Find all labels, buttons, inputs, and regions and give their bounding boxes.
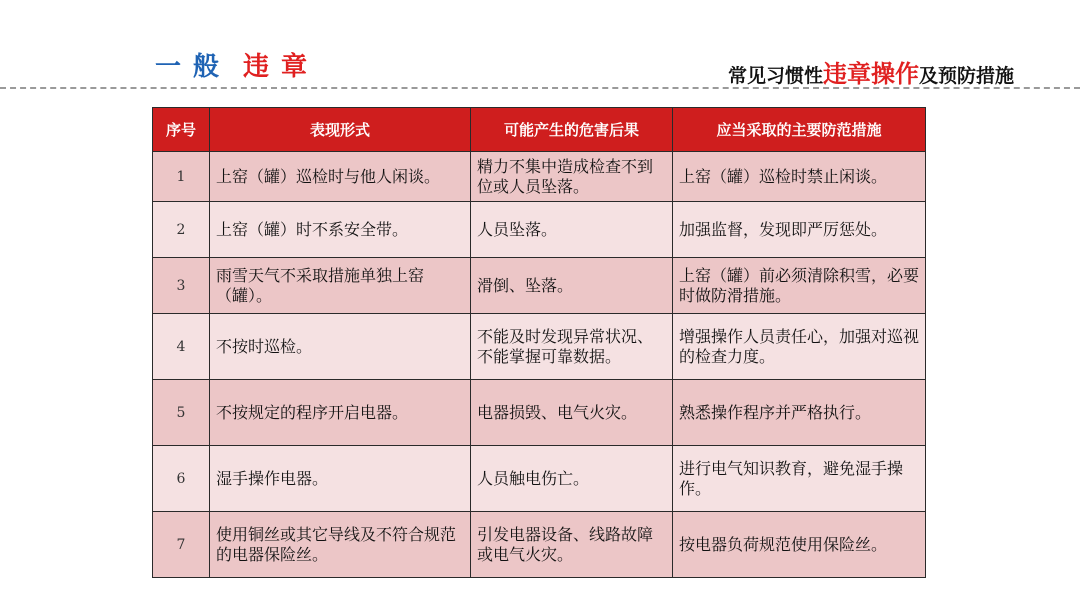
table-row	[153, 512, 926, 578]
subtitle-prefix: 常见习惯性	[727, 65, 823, 87]
table-header-row	[153, 108, 926, 152]
row-behavior: 湿手操作电器。	[210, 446, 471, 512]
row-index: 3	[153, 258, 210, 314]
row-index: 6	[153, 446, 210, 512]
header-prevention: 应当采取的主要防范措施	[673, 108, 926, 152]
header-behavior: 表现形式	[210, 108, 471, 152]
row-consequence: 不能及时发现异常状况、不能掌握可靠数据。	[471, 314, 673, 380]
violations-table	[152, 107, 926, 578]
row-behavior: 雨雪天气不采取措施单独上窑（罐）。	[210, 258, 471, 314]
row-consequence: 人员坠落。	[471, 202, 673, 258]
table-row	[153, 314, 926, 380]
row-behavior: 不按时巡检。	[210, 314, 471, 380]
row-prevention: 熟悉操作程序并严格执行。	[673, 380, 926, 446]
table-row	[153, 258, 926, 314]
table-row	[153, 446, 926, 512]
row-prevention: 增强操作人员责任心，加强对巡视的检查力度。	[673, 314, 926, 380]
row-prevention: 上窑（罐）巡检时禁止闲谈。	[673, 152, 926, 202]
row-index: 4	[153, 314, 210, 380]
row-prevention: 进行电气知识教育，避免湿手操作。	[673, 446, 926, 512]
header-index: 序号	[153, 108, 210, 152]
row-prevention: 加强监督，发现即严厉惩处。	[673, 202, 926, 258]
table-row	[153, 380, 926, 446]
row-behavior: 上窑（罐）巡检时与他人闲谈。	[210, 152, 471, 202]
page-subtitle	[728, 54, 1014, 89]
subtitle-highlight: 违章操作	[822, 60, 919, 88]
row-behavior: 使用铜丝或其它导线及不符合规范的电器保险丝。	[210, 512, 471, 578]
row-consequence: 人员触电伤亡。	[471, 446, 673, 512]
row-consequence: 滑倒、坠落。	[471, 258, 673, 314]
row-consequence: 电器损毁、电气火灾。	[471, 380, 673, 446]
row-consequence: 精力不集中造成检查不到位或人员坠落。	[471, 152, 673, 202]
row-index: 1	[153, 152, 210, 202]
header-consequence: 可能产生的危害后果	[471, 108, 673, 152]
table-row	[153, 152, 926, 202]
row-prevention: 按电器负荷规范使用保险丝。	[673, 512, 926, 578]
row-behavior: 上窑（罐）时不系安全带。	[210, 202, 471, 258]
page-title	[155, 46, 319, 83]
subtitle-suffix: 及预防措施	[918, 65, 1014, 87]
row-behavior: 不按规定的程序开启电器。	[210, 380, 471, 446]
row-prevention: 上窑（罐）前必须清除积雪，必要时做防滑措施。	[673, 258, 926, 314]
row-index: 2	[153, 202, 210, 258]
title-part-2: 违章	[243, 52, 320, 82]
row-index: 5	[153, 380, 210, 446]
title-part-1: 一般	[155, 52, 232, 82]
dashed-divider	[0, 87, 1080, 89]
row-index: 7	[153, 512, 210, 578]
row-consequence: 引发电器设备、线路故障或电气火灾。	[471, 512, 673, 578]
table-row	[153, 202, 926, 258]
